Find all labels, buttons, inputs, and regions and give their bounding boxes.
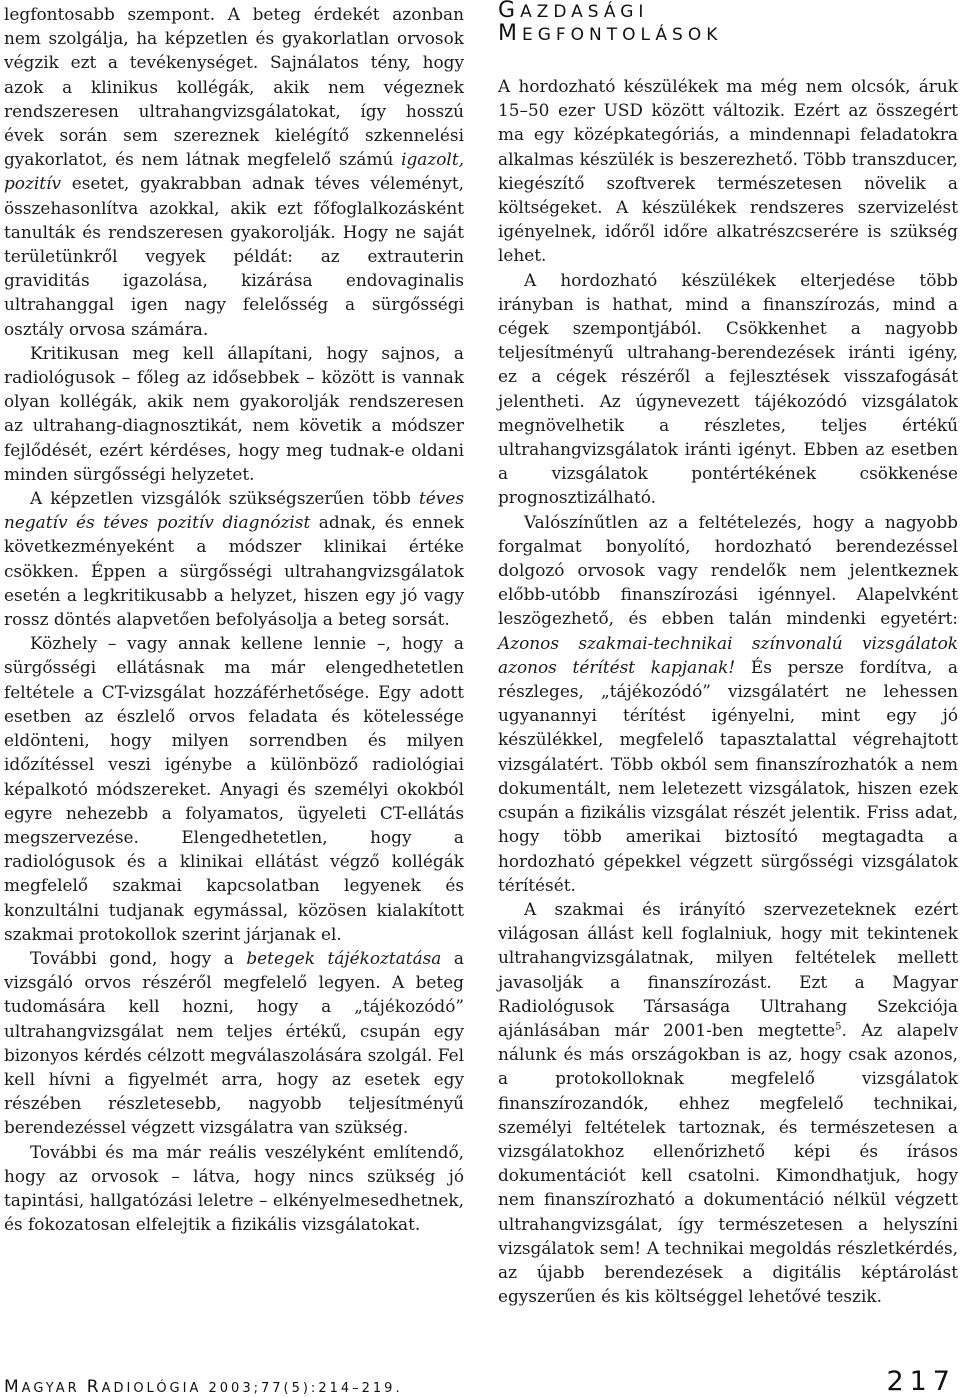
text-run: Közhely – vagy annak kellene lennie –, hogy a sürgősségi ellátásnak ma már elengedhetetlen feltétele a CT-vizsgálat hozzáférhetősége. Egy adott esetben az észlelő orvos feladata és kötelessége eldönteni, hogy milyen sorrendben és milyen időzítéssel veszi igénybe a különböző radiológiai képalkotó módszereket. Anyagi és személyi okokból egyre nehezebb a folyamatos, ügyeleti CT-ellátás megszervezése. Elengedhetetlen, hogy a radiológusok és a klinikai ellátást végző kollégák megfelelő szakmai kapcsolatban legyenek és konzultálni tudjanak egymással, közösen kialakított szakmai protokollok szerint járjanak el. [4,633,464,944]
page-number: 217 [886,1366,956,1397]
section-heading-line1: GAZDASÁGI [498,0,649,23]
paragraph [4,1140,464,1237]
emphasis: igazolt, pozitív [4,149,464,194]
citation: 2003;77(5):214–219. [208,1381,403,1396]
emphasis: téves negatív és téves pozitív diagnózist [4,488,464,533]
text-run: a vizsgáló orvos részéről megfelelő legyen. A beteg tudomására kell hozni, hogy a „tájékozódó” ultrahangvizsgálat nem teljes értékű, csupán egy bizonyos kérdés célzott megválaszolására szolgál. Fel kell hívni a figyelmét arra, hogy az esetek egy részében részletesebb, nagyobb teljesítményű berendezéssel végzett vizsgálatra van szükség. [4,947,464,1138]
paragraph [498,510,958,897]
right-column-body [498,74,958,1308]
text-run: esetet, gyakrabban adnak téves véleményt, összehasonlítva azokkal, akik ezt főfoglalkozásként tanulták és rendszeresen gyakorolják. Hogy ne saját területünkről vegyek példát: az extrauterin graviditás igazolása, kizárása endovaginalis ultrahanggal igen nagy felelősség a sürgősségi osztály orvosa számára. [4,173,464,339]
text-run: További és ma már reális veszélyként említendő, hogy az orvosok – látva, hogy nincs szükség jó tapintási, hallgatózási leletre – elkényelmesedhetnek, és fokozatosan elfelejtik a fizikális vizsgálatokat. [4,1141,464,1235]
footer-journal [4,1377,403,1397]
text-run: legfontosabb szempont. A beteg érdekét azonban nem szolgálja, ha képzetlen és gyakorlatlan orvosok végzik ezt a tevékenységet. Sajnálatos tény, hogy azok a klinikus kollégák, akik nem végeznek rendszeresen ultrahangvizsgálatokat, így hosszú évek során sem szereznek kielégítő szkennelési gyakorlatot, és nem látnak megfelelő számú [4,4,464,170]
left-column [4,2,464,1236]
text-run: A hordozható készülékek ma még nem olcsók, áruk 15–50 ezer USD között változik. Ezért az összegért ma egy középkategóriás, a mindennapi feladatokra alkalmas készülék is beszerezhető. Több transzducer, kiegészítő szoftverek természetesen növelik a költségeket. A készülékek rendszeres szervizelést igényelnek, időről időre alkatrészcserére is szükség lehet. [498,76,958,266]
paragraph [4,631,464,946]
text-run: adnak, és ennek következményeként a módszer klinikai értéke csökken. Éppen a sürgősségi ultrahangvizsgálatok esetén a legkritikusabb a helyzet, hiszen egy jó vagy rossz döntés alapvetően befolyásolja a beteg sorsát. [4,512,464,630]
paragraph [498,74,958,268]
section-heading [498,0,958,46]
text-run: További gond, hogy a [30,947,247,968]
paragraph [4,946,464,1140]
text-run: Kritikusan meg kell állapítani, hogy sajnos, a radiológusok – főleg az idősebbek – között is vannak olyan kollégák, akik nem gyakorolják rendszeresen az ultrahang-diagnosztikát, nem követik a módszer fejlődését, ezért kérdéses, hogy meg tudnak-e oldani minden sürgősségi helyzetet. [4,342,464,484]
text-run: . Az alapelv nálunk és más országokban is az, hogy csak azonos, a protokolloknak megfelelő vizsgálatok finanszírozandók, ehhez megfelelő technikai, személyi feltételek tartoznak, és természetesen a vizsgálatokhoz ellenőrizhető képi és írásos dokumentációt kell csatolni. Kimondhatjuk, hogy nem finanszírozható a dokumentáció nélkül végzett ultrahangvizsgálat, így természetesen a helyszíni vizsgálatok sem! A technikai megoldás részletkérdés, az újabb berendezések a digitális képtárolást egyszerűen és kis költséggel lehetővé teszik. [498,1019,958,1307]
text-run: A képzetlen vizsgálók szükségszerűen több [30,488,419,509]
paragraph [498,268,958,510]
emphasis: betegek tájékoztatása [246,947,442,968]
paragraph [4,486,464,631]
emphasis: Azonos szakmai-technikai színvonalú vizsgálatok azonos térítést kapjanak! [498,632,958,677]
text-run: És persze fordítva, a részleges, „tájékozódó” vizsgálatért ne lehessen ugyanannyi térítést igényelni, mint egy jó készülékkel, megfelelő tapasztalattal végrehajtott vizsgálatért. Több okból sem finanszírozhatók a nem dokumentált, nem leletezett vizsgálatok, hiszen ezek csupán a fizikális vizsgálat részét jelentik. Friss adat, hogy több amerikai biztosító megtagadta a hordozható gépekkel végzett sürgősségi vizsgálatok térítését. [498,656,958,895]
text-run: Valószínűtlen az a feltételezés, hogy a nagyobb forgalmat bonyolító, hordozható berendezéssel dolgozó orvosok vagy rendelők nem jelentkeznek előbb-utóbb finanszírozási igénnyel. Alapelvként leszögezhető, és ebben talán mindenki egyetért: [498,511,958,629]
paragraph [4,341,464,486]
right-column [498,0,958,1308]
section-heading-line2: MEGFONTOLÁSOK [498,21,723,46]
text-run: A hordozható készülékek elterjedése több irányban is hathat, mind a finanszírozás, mind a cégek szempontjából. Csökkenhet a nagyobb teljesítményű ultrahang-berendezések iránti igény, ez a cégek részéről a fejlesztések visszafogását jelentheti. Az úgynevezett tájékozódó vizsgálatok megnövelhetik a részletes, teljes értékű ultrahangvizsgálatok iránti igényt. Ebben az esetben a vizsgálatok pontértékének csökkenése prognosztizálható. [498,269,958,508]
paragraph [4,2,464,341]
paragraph [498,897,958,1308]
journal-name: MAGYAR RADIOLÓGIA [4,1377,202,1397]
footnote-ref: 5 [835,1021,842,1033]
text-run: A szakmai és irányító szervezeteknek ezért világosan állást kell foglalniuk, hogy mit tekintenek ultrahangvizsgálatnak, milyen feltételek mellett javasolják a finanszírozást. Ezt a Magyar Radiológusok Társasága Ultrahang Szekciója ajánlásában már 2001-ben megtette [498,898,958,1040]
